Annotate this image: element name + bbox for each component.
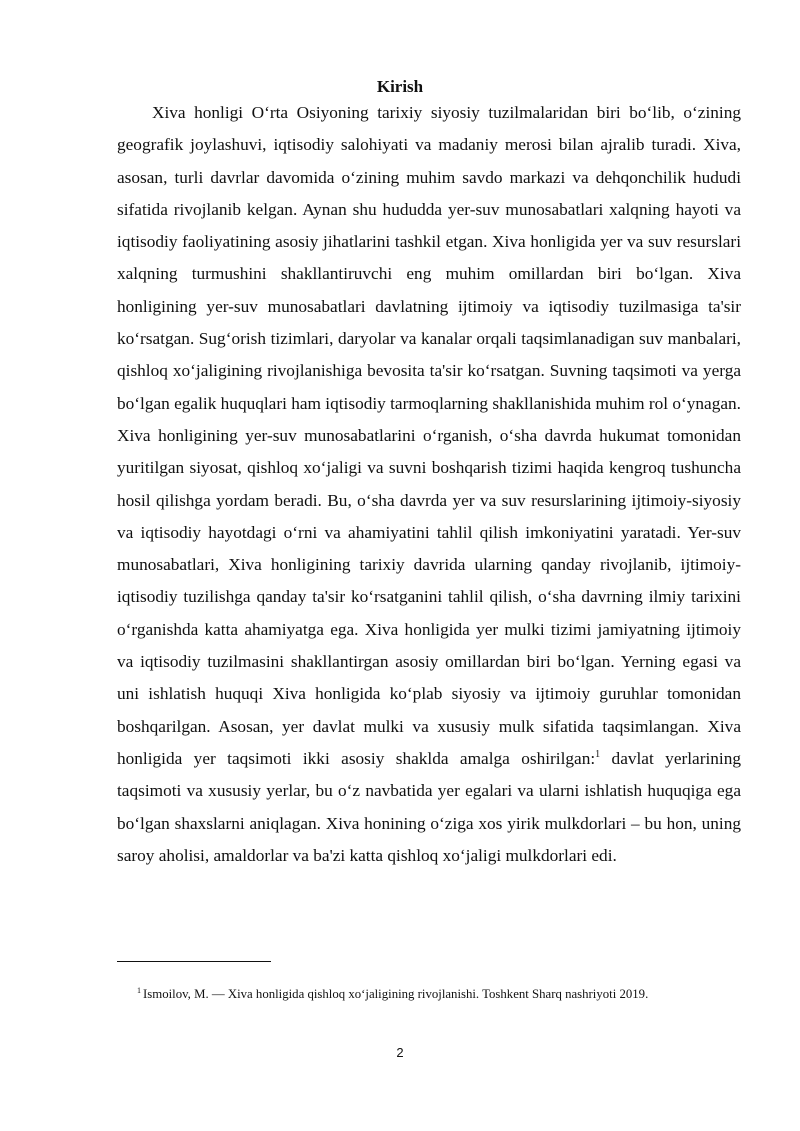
paragraph-text-part-2: davlat yerlarining taqsimoti va xususiy yerlar, bu o‘z navbatida yer egalari va ularni ishlatish huquqiga ega bo‘lgan shaxslarni aniqlagan. Xiva honining o‘ziga xos yirik mulkdorlari – bu hon, uning saroy aholisi, amaldorlar va ba'zi katta qishloq xo‘jaligi mulkdorlari edi. — [117, 748, 741, 865]
footnote-reference[interactable]: 1 — [595, 749, 601, 761]
footnote-text: Ismoilov, M. — Xiva honligida qishloq xo‘jaligining rivojlanishi. Toshkent Sharq nashriyoti 2019. — [143, 987, 649, 1001]
footnote — [137, 986, 757, 1002]
paragraph-text-part-1: Xiva honligi O‘rta Osiyoning tarixiy siyosiy tuzilmalaridan biri bo‘lib, o‘zining geografik joylashuvi, iqtisodiy salohiyati va madaniy merosi bilan ajralib turadi. Xiva, asosan, turli davrlar davomida o‘zining muhim savdo markazi va dehqonchilik hududi sifatida rivojlanib kelgan. Aynan shu hududda yer-suv munosabatlari xalqning hayoti va iqtisodiy faoliyatining asosiy jihatlarini tashkil etgan. Xiva honligida yer va suv resurslari xalqning turmushini shakllantiruvchi eng muhim omillardan biri bo‘lgan. Xiva honligining yer-suv munosabatlari davlatning ijtimoiy va iqtisodiy tuzilmasiga ta'sir ko‘rsatgan. Sug‘orish tizimlari, daryolar va kanalar orqali taqsimlanadigan suv manbalari, qishloq xo‘jaligining rivojlanishiga bevosita ta'sir ko‘rsatgan. Suvning taqsimoti va yerga bo‘lgan egalik huquqlari ham iqtisodiy tarmoqlarning shakllanishida muhim rol o‘ynagan. Xiva honligining yer-suv munosabatlarini o‘rganish, o‘sha davrda hukumat tomonidan yuritilgan siyosat, qishloq xo‘jaligi va suvni boshqarish tizimi haqida kengroq tushuncha hosil qilishga yordam beradi. Bu, o‘sha davrda yer va suv resurslarining ijtimoiy-siyosiy va iqtisodiy hayotdagi o‘rni va ahamiyatini tahlil qilish imkoniyatini yaratadi. Yer-suv munosabatlari, Xiva honligining tarixiy davrida ularning qanday rivojlanib, ijtimoiy-iqtisodiy tuzilishga qanday ta'sir ko‘rsatganini tahlil qilish, o‘sha davrning ilmiy tarixini o‘rganishda katta ahamiyatga ega. Xiva honligida yer mulki tizimi jamiyatning ijtimoiy va iqtisodiy tuzilmasini shakllantirgan asosiy omillardan biri bo‘lgan. Yerning egasi va uni ishlatish huquqi Xiva honligida ko‘plab siyosiy va ijtimoiy guruhlar tomonidan boshqarilgan. Asosan, yer davlat mulki va xususiy mulk sifatida taqsimlangan. Xiva honligida yer taqsimoti ikki asosiy shaklda amalga oshirilgan: — [117, 103, 741, 768]
section-heading: Kirish — [376, 77, 424, 96]
footnote-marker: 1 — [137, 985, 141, 995]
footnote-separator — [117, 961, 271, 962]
page-number: 2 — [396, 1045, 404, 1060]
body-text — [117, 97, 741, 872]
intro-paragraph — [117, 97, 741, 872]
